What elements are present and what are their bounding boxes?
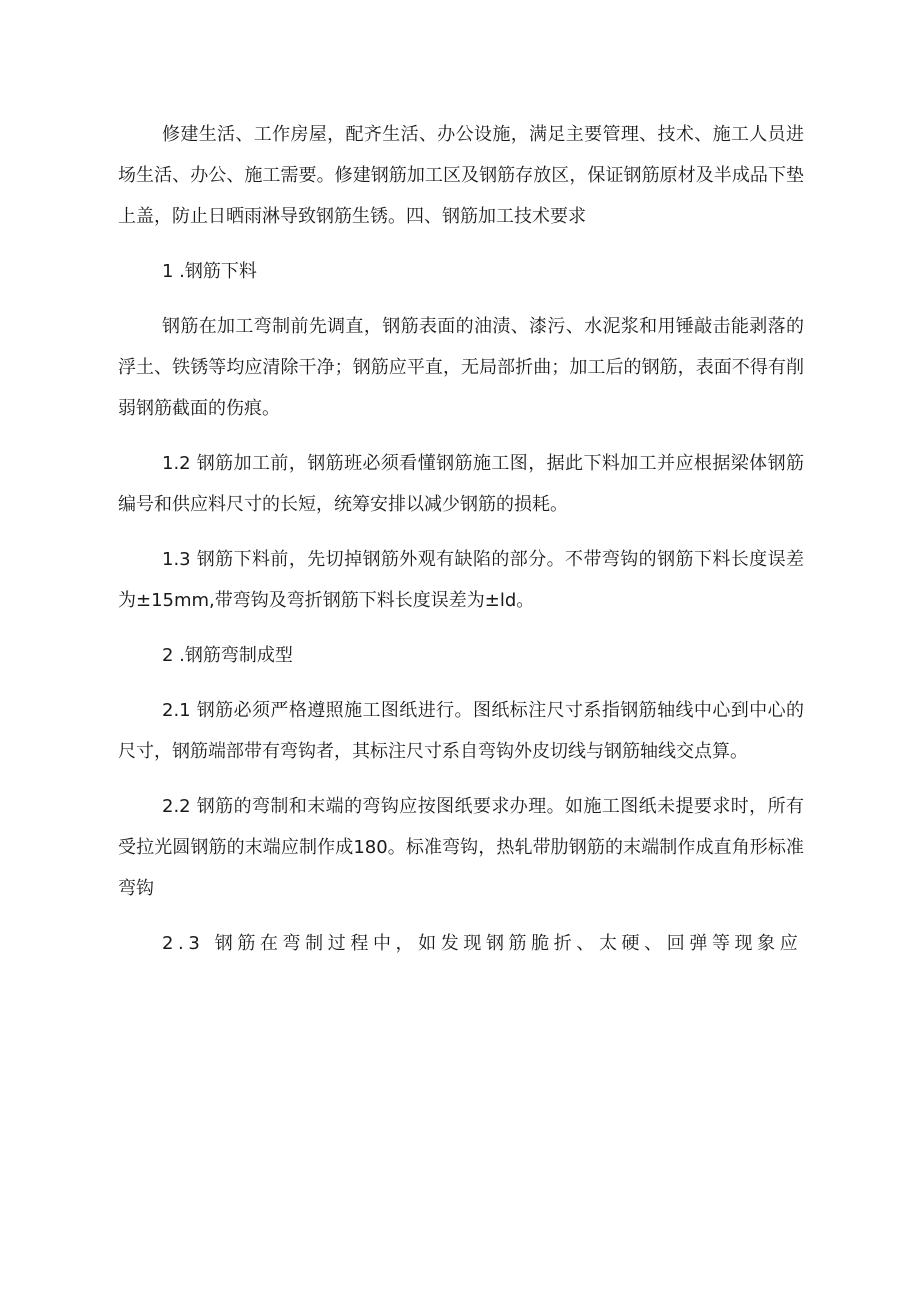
paragraph-2-2: 2.2 钢筋的弯制和末端的弯钩应按图纸要求办理。如施工图纸未提要求时，所有受拉光圆钢筋的末端应制作成180。标准弯钩，热轧带肋钢筋的末端制作成直角形标准弯钩 <box>118 796 804 899</box>
document-body <box>118 114 804 978</box>
paragraph-1-3: 1.3 钢筋下料前，先切掉钢筋外观有缺陷的部分。不带弯钩的钢筋下料长度误差为±15mm,带弯钩及弯折钢筋下料长度误差为±ld。 <box>118 549 804 611</box>
paragraph-site-facilities: 修建生活、工作房屋，配齐生活、办公设施，满足主要管理、技术、施工人员进场生活、办公、施工需要。修建钢筋加工区及钢筋存放区，保证钢筋原材及半成品下垫上盖，防止日晒雨淋导致钢筋生锈。四、钢筋加工技术要求 <box>118 124 804 227</box>
paragraph-rebar-straightening: 钢筋在加工弯制前先调直，钢筋表面的油渍、漆污、水泥浆和用锤敲击能剥落的浮土、铁锈等均应清除干净；钢筋应平直，无局部折曲；加工后的钢筋，表面不得有削弱钢筋截面的伤痕。 <box>118 316 804 419</box>
paragraph-2-3: 2.3 钢筋在弯制过程中，如发现钢筋脆折、太硬、回弹等现象应 <box>162 933 803 954</box>
paragraph-2-1: 2.1 钢筋必须严格遵照施工图纸进行。图纸标注尺寸系指钢筋轴线中心到中心的尺寸，钢筋端部带有弯钩者，其标注尺寸系自弯钩外皮切线与钢筋轴线交点算。 <box>118 700 804 762</box>
heading-rebar-bending: 2 .钢筋弯制成型 <box>162 645 293 666</box>
paragraph-1-2: 1.2 钢筋加工前，钢筋班必须看懂钢筋施工图，据此下料加工并应根据梁体钢筋编号和供应料尺寸的长短，统筹安排以减少钢筋的损耗。 <box>118 453 804 515</box>
heading-rebar-cutting: 1 .钢筋下料 <box>162 261 257 282</box>
